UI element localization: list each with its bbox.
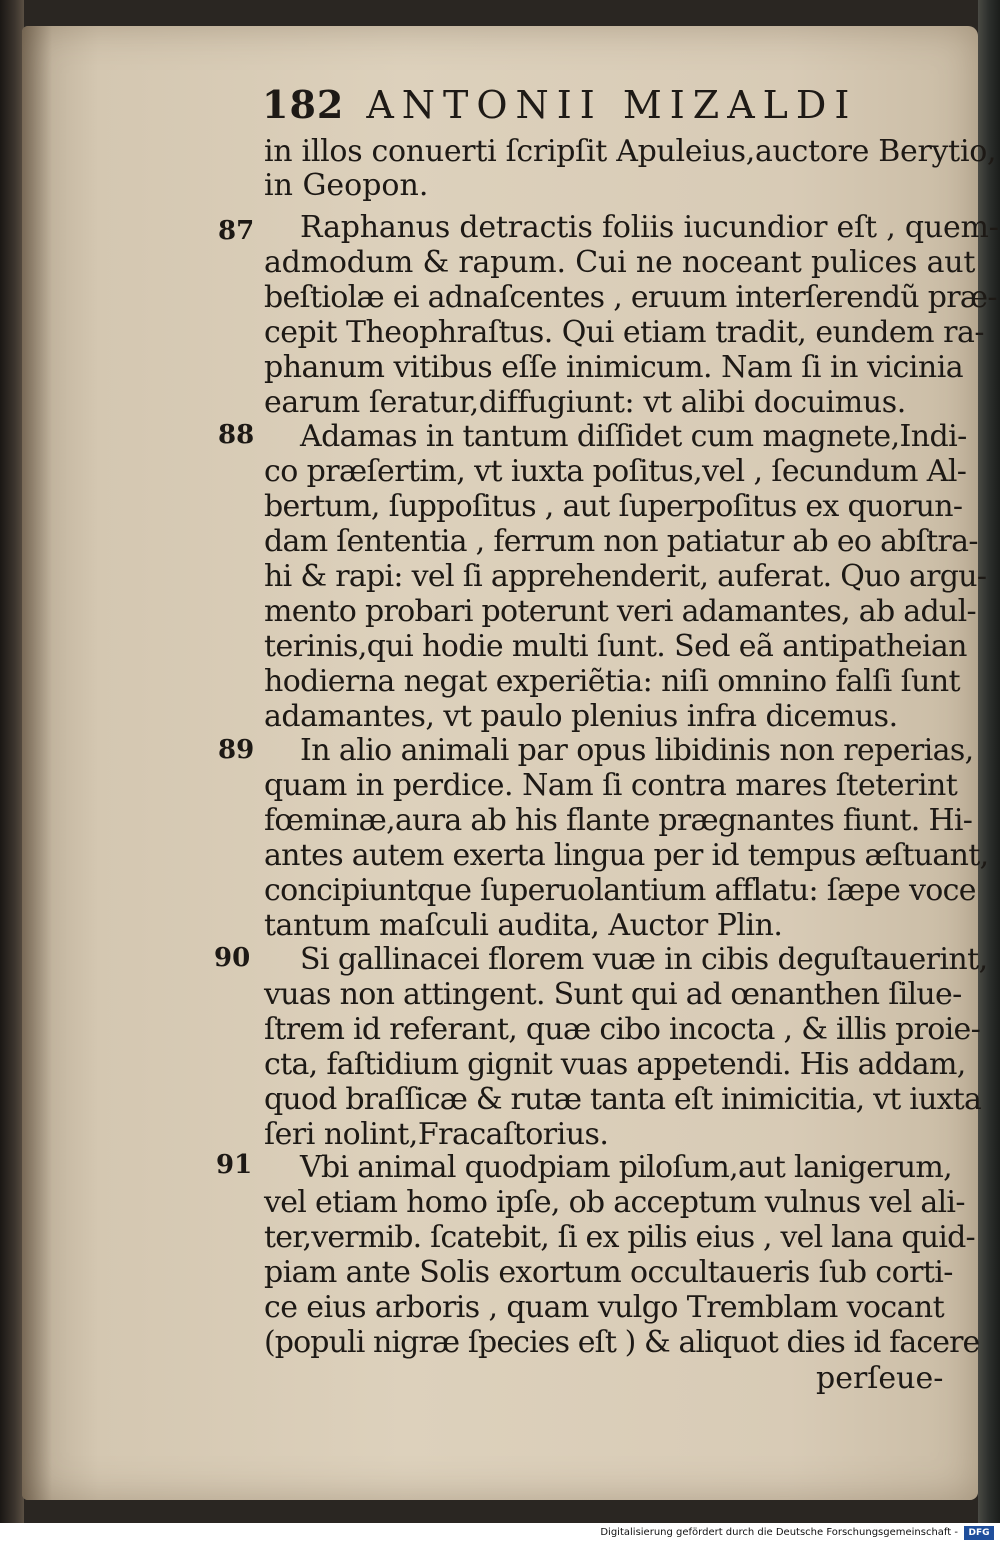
text-line: Raphanus detractis foliis iucundior eſt , quem- — [300, 210, 999, 245]
text-line: In alio animali par opus libidinis non reperias, — [300, 733, 974, 768]
text-line: (populi nigræ ſpecies eſt ) & aliquot dies id facere — [264, 1325, 980, 1360]
text-line: in illos conuerti ſcripſit Apuleius,auctore Berytio, — [264, 134, 997, 169]
text-line: beſtiolæ ei adnaſcentes , eruum interſerendũ præ- — [264, 280, 997, 315]
text-line: tantum maſculi audita, Auctor Plin. — [264, 908, 783, 943]
text-line: co præſertim, vt iuxta poſitus,vel , ſecundum Al- — [264, 454, 967, 489]
margin-number: 91 — [216, 1150, 253, 1180]
text-line: Adamas in tantum diſſidet cum magnete,Indi- — [300, 419, 967, 454]
text-line: fœminæ,aura ab his flante prægnantes fiunt. Hi- — [264, 803, 973, 838]
text-line: ce eius arboris , quam vulgo Tremblam vocant — [264, 1290, 945, 1325]
text-line: cta, faſtidium gignit vuas appetendi. His addam, — [264, 1047, 966, 1082]
text-line: quam in perdice. Nam ſi contra mares ſteterint — [264, 768, 958, 803]
catchword: perſeue- — [816, 1361, 944, 1396]
funding-credit: Digitalisierung gefördert durch die Deutsche Forschungsgemeinschaft - — [600, 1527, 958, 1538]
text-line: ſeri nolint,Fracaſtorius. — [264, 1117, 609, 1152]
text-line: piam ante Solis exortum occultaueris ſub corti- — [264, 1255, 953, 1290]
text-line: Si gallinacei florem vuæ in cibis deguſtauerint, — [300, 942, 988, 977]
running-title: ANTONII MIZALDI — [366, 83, 858, 127]
margin-number: 90 — [214, 943, 251, 973]
text-line: terinis,qui hodie multi ſunt. Sed eã antipatheian — [264, 629, 967, 664]
text-line: vel etiam homo ipſe, ob acceptum vulnus vel ali- — [264, 1185, 965, 1220]
text-line: in Geopon. — [264, 168, 429, 203]
text-line: earum ſeratur,diffugiunt: vt alibi docuimus. — [264, 385, 906, 420]
text-line: concipiuntque ſuperuolantium afflatu: ſæpe voce — [264, 873, 976, 908]
text-line: Vbi animal quodpiam piloſum,aut lanigerum, — [300, 1150, 952, 1185]
text-line: ter,vermib. ſcatebit, ſi ex pilis eius , vel lana quid- — [264, 1220, 975, 1255]
margin-number: 87 — [218, 216, 255, 246]
margin-number: 88 — [218, 420, 255, 450]
page-number: 182 — [262, 82, 345, 127]
text-line: admodum & rapum. Cui ne noceant pulices aut — [264, 245, 976, 280]
dfg-logo-icon: DFG — [964, 1526, 994, 1540]
footer-bar — [0, 1523, 1000, 1543]
text-line: antes autem exerta lingua per id tempus æſtuant, — [264, 838, 989, 873]
text-line: hi & rapi: vel ſi apprehenderit, auferat. Quo argu- — [264, 559, 987, 594]
text-line: ſtrem id referant, quæ cibo incocta , & illis proie- — [264, 1012, 981, 1047]
text-line: cepit Theophraſtus. Qui etiam tradit, eundem ra- — [264, 315, 985, 350]
text-line: phanum vitibus eſſe inimicum. Nam ſi in vicinia — [264, 350, 964, 385]
text-line: adamantes, vt paulo plenius infra dicemus. — [264, 699, 898, 734]
text-line: mento probari poterunt veri adamantes, ab adul- — [264, 594, 976, 629]
text-line: bertum, ſuppoſitus , aut ſuperpoſitus ex quorun- — [264, 489, 963, 524]
text-line: vuas non attingent. Sunt qui ad œnanthen ſilue- — [264, 977, 962, 1012]
text-line: hodierna negat experiẽtia: niſi omnino falſi ſunt — [264, 664, 960, 699]
text-line: quod braſſicæ & rutæ tanta eſt inimicitia, vt iuxta — [264, 1082, 982, 1117]
margin-number: 89 — [218, 735, 255, 765]
text-line: dam ſententia , ferrum non patiatur ab eo abſtra- — [264, 524, 978, 559]
